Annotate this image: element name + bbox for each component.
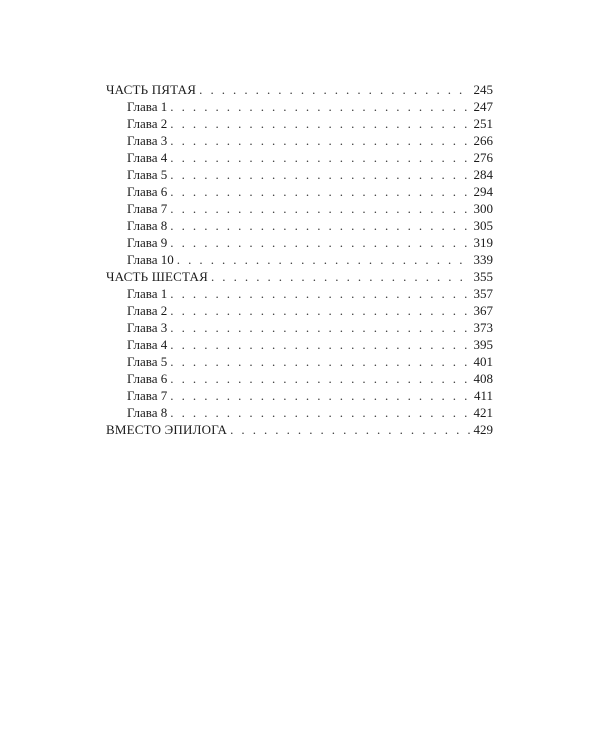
toc-dot-leader	[170, 302, 470, 319]
toc-chapter-entry	[106, 319, 493, 336]
toc-dot-leader	[170, 98, 470, 115]
toc-dot-leader	[170, 166, 470, 183]
toc-entry-title: ЧАСТЬ ПЯТАЯ	[106, 82, 197, 97]
toc-dot-leader	[170, 387, 471, 404]
toc-entry-page: 247	[473, 99, 493, 114]
toc-entry-page: 339	[473, 252, 493, 267]
toc-entry-title: Глава 8	[127, 218, 168, 233]
toc-chapter-entry	[106, 285, 493, 302]
toc-entry-title: ЧАСТЬ ШЕСТАЯ	[106, 269, 208, 284]
toc-chapter-entry	[106, 336, 493, 353]
toc-entry-page: 251	[473, 116, 493, 131]
toc-chapter-entry	[106, 98, 493, 115]
toc-dot-leader	[170, 115, 470, 132]
toc-entry-page: 395	[473, 337, 493, 352]
toc-chapter-entry	[106, 251, 493, 268]
toc-entry-title: Глава 2	[127, 116, 168, 131]
toc-chapter-entry	[106, 166, 493, 183]
toc-entry-title: Глава 3	[127, 133, 168, 148]
toc-chapter-entry	[106, 149, 493, 166]
toc-dot-leader	[170, 353, 470, 370]
toc-dot-leader	[170, 183, 470, 200]
toc-entry-title: ВМЕСТО ЭПИЛОГА	[106, 422, 228, 437]
toc-dot-leader	[230, 421, 470, 438]
toc-dot-leader	[170, 285, 470, 302]
toc-entry-page: 421	[473, 405, 493, 420]
toc-entry-title: Глава 5	[127, 354, 168, 369]
toc-chapter-entry	[106, 302, 493, 319]
toc-entry-page: 357	[473, 286, 493, 301]
toc-entry-page: 300	[473, 201, 493, 216]
toc-dot-leader	[170, 200, 470, 217]
toc-entry-page: 367	[473, 303, 493, 318]
toc-entry-title: Глава 10	[127, 252, 174, 267]
toc-chapter-entry	[106, 370, 493, 387]
toc-chapter-entry	[106, 353, 493, 370]
toc-entry-page: 373	[473, 320, 493, 335]
toc-entry-title: Глава 8	[127, 405, 168, 420]
toc-entry-title: Глава 5	[127, 167, 168, 182]
toc-dot-leader	[170, 132, 470, 149]
toc-entry-title: Глава 3	[127, 320, 168, 335]
toc-dot-leader	[211, 268, 471, 285]
toc-entry-title: Глава 1	[127, 286, 168, 301]
toc-entry-title: Глава 6	[127, 184, 168, 199]
toc-dot-leader	[170, 234, 470, 251]
toc-chapter-entry	[106, 387, 493, 404]
toc-entry-title: Глава 1	[127, 99, 168, 114]
toc-chapter-entry	[106, 404, 493, 421]
toc-dot-leader	[170, 370, 470, 387]
toc-entry-page: 319	[473, 235, 493, 250]
toc-entry-page: 284	[473, 167, 493, 182]
toc-entry-page: 266	[473, 133, 493, 148]
toc-entry-page: 429	[473, 422, 493, 437]
toc-dot-leader	[170, 217, 470, 234]
toc-part-entry	[106, 268, 493, 285]
toc-dot-leader	[170, 319, 470, 336]
toc-dot-leader	[199, 81, 470, 98]
toc-entry-page: 408	[473, 371, 493, 386]
toc-entry-title: Глава 7	[127, 388, 168, 403]
toc-entry-page: 401	[473, 354, 493, 369]
toc-chapter-entry	[106, 200, 493, 217]
toc-entry-page: 294	[473, 184, 493, 199]
toc-dot-leader	[170, 404, 470, 421]
toc-entry-page: 355	[473, 269, 493, 284]
toc-entry-page: 411	[473, 388, 493, 403]
toc-dot-leader	[170, 336, 470, 353]
toc-entry-title: Глава 4	[127, 150, 168, 165]
table-of-contents	[106, 81, 493, 438]
toc-chapter-entry	[106, 115, 493, 132]
toc-entry-page: 305	[473, 218, 493, 233]
toc-entry-title: Глава 2	[127, 303, 168, 318]
toc-entry-title: Глава 7	[127, 201, 168, 216]
toc-entry-title: Глава 4	[127, 337, 168, 352]
toc-chapter-entry	[106, 234, 493, 251]
toc-part-entry	[106, 421, 493, 438]
toc-chapter-entry	[106, 183, 493, 200]
toc-entry-title: Глава 9	[127, 235, 168, 250]
toc-dot-leader	[177, 251, 471, 268]
toc-chapter-entry	[106, 217, 493, 234]
toc-entry-page: 276	[473, 150, 493, 165]
toc-entry-title: Глава 6	[127, 371, 168, 386]
toc-entry-page: 245	[473, 82, 493, 97]
toc-dot-leader	[170, 149, 470, 166]
toc-part-entry	[106, 81, 493, 98]
toc-chapter-entry	[106, 132, 493, 149]
